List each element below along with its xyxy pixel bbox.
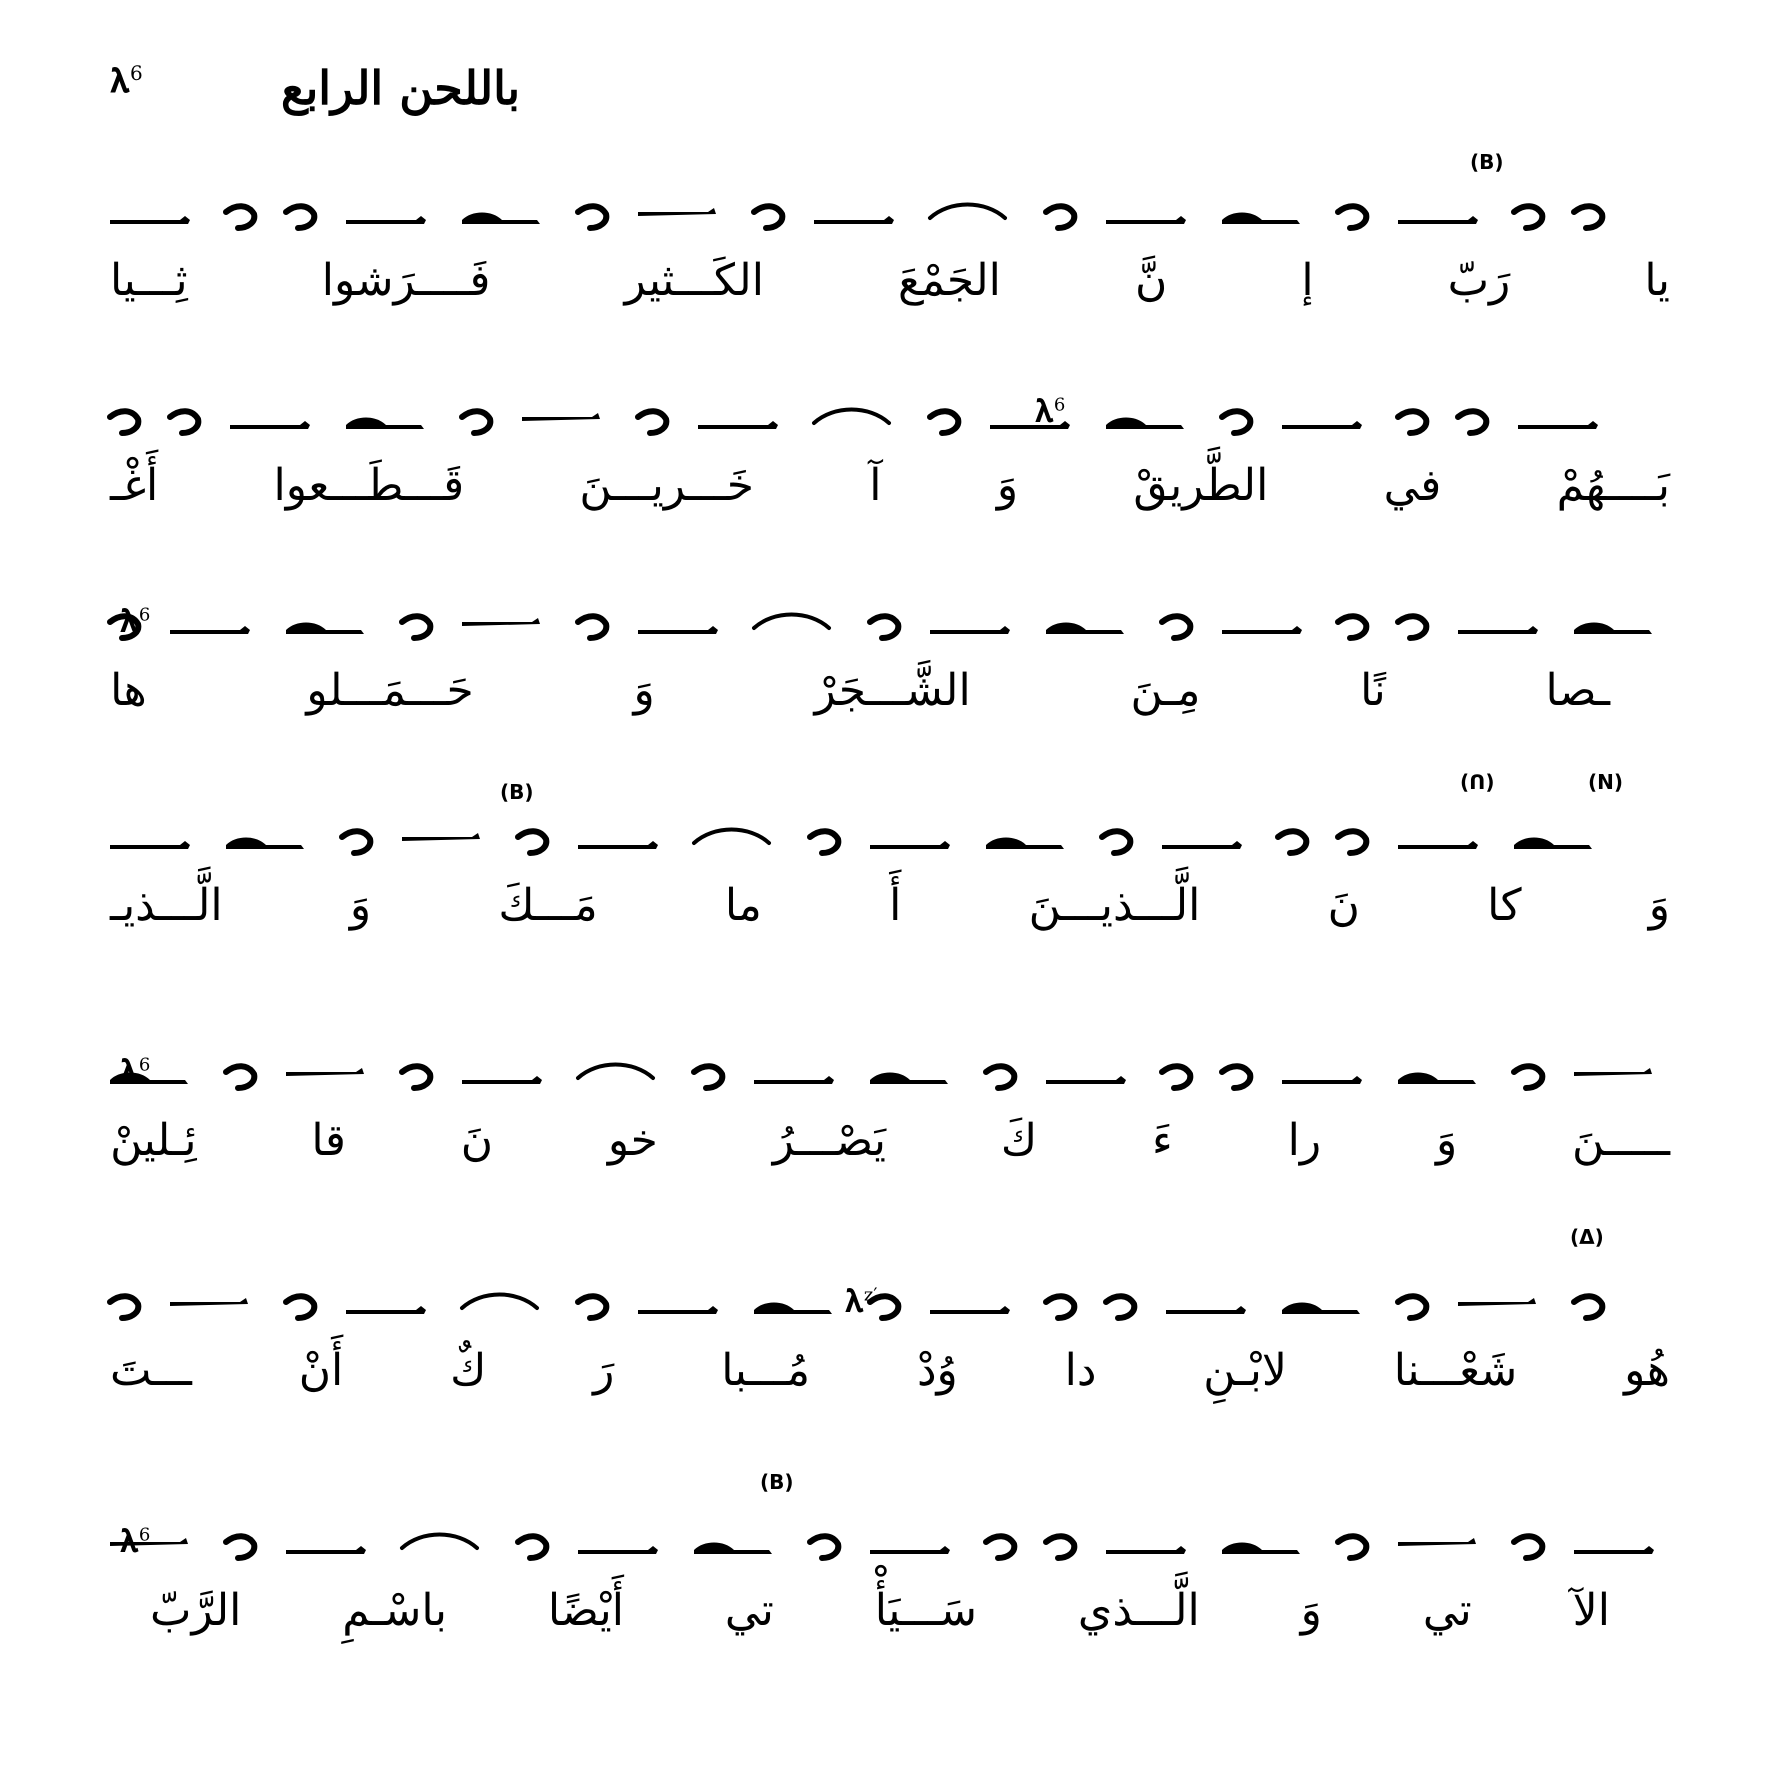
neume-hook-icon	[346, 395, 434, 445]
neume-cup-icon	[170, 395, 208, 445]
syllable: ـــتَ	[110, 1344, 192, 1396]
neume-dash-icon	[1282, 395, 1370, 445]
syllable: الَّـــذيـ	[110, 879, 223, 931]
neume-cup-icon	[1398, 600, 1436, 650]
neume-row	[110, 560, 1670, 650]
neume-dash-icon	[1166, 1280, 1254, 1330]
neume-cup-icon	[578, 600, 616, 650]
neume-cup-icon	[402, 600, 440, 650]
syllable: بَــــهُمْ	[1556, 459, 1670, 511]
mode-sign-icon: 𝛌$^{z'}$	[845, 1282, 878, 1320]
syllable: الآ	[1572, 1584, 1610, 1636]
syllable: لابْـنِ	[1203, 1344, 1287, 1396]
neume-cup-icon	[1046, 190, 1084, 240]
syllable: نَ	[460, 1114, 494, 1166]
syllable: خَـــريـــنَ	[579, 459, 754, 511]
neume-hook-icon	[1398, 1050, 1486, 1100]
notation-system-5	[110, 1010, 1670, 1180]
syllable: مُـــبا	[721, 1344, 811, 1396]
neume-row	[110, 150, 1670, 240]
neume-hook-icon	[1282, 1280, 1370, 1330]
neume-dash-icon	[578, 815, 666, 865]
neume-cup-icon	[986, 1520, 1024, 1570]
syllable: وَ	[1435, 1114, 1458, 1166]
syllable: ـصا	[1545, 664, 1610, 716]
neume-cup-icon	[1514, 1050, 1552, 1100]
syllable: كا	[1487, 879, 1522, 931]
syllable: فَــــرَشوا	[321, 254, 491, 306]
lyric-row	[110, 1575, 1670, 1645]
lyric-row	[110, 1105, 1670, 1175]
neume-cup-icon	[226, 190, 264, 240]
neume-dash-icon	[930, 1280, 1018, 1330]
syllable: قا	[311, 1114, 346, 1166]
neume-dash-icon	[1046, 1050, 1134, 1100]
neume-dash-icon	[870, 815, 958, 865]
neume-hook-icon	[1046, 600, 1134, 650]
marker-label: (ᑎ)	[1460, 770, 1495, 794]
neume-cup-icon	[1046, 1520, 1084, 1570]
neume-cup-icon	[342, 815, 380, 865]
syllable: ثِـــيا	[110, 254, 188, 306]
neume-cup-icon	[1102, 815, 1140, 865]
syllable: وَ	[349, 879, 372, 931]
neume-cup-icon	[110, 1280, 148, 1330]
neume-dash-icon	[346, 1280, 434, 1330]
neume-cup-icon	[1338, 600, 1376, 650]
neume-dash-icon	[1518, 395, 1606, 445]
neume-hook-icon	[1222, 190, 1310, 240]
neume-cup-icon	[930, 395, 968, 445]
syllable: الجَمْعَ	[897, 254, 1001, 306]
lyric-row	[110, 655, 1670, 725]
neume-dash-icon	[930, 600, 1018, 650]
syllable: دا	[1064, 1344, 1097, 1396]
syllable: نًا	[1360, 664, 1386, 716]
syllable: مَـــكَ	[498, 879, 598, 931]
neume-row	[110, 1240, 1670, 1330]
mode-sign-icon: 𝛌$^6$	[120, 1522, 151, 1560]
neume-dash-icon	[1162, 815, 1250, 865]
syllable: خو	[607, 1114, 658, 1166]
neume-cup-icon	[1222, 395, 1260, 445]
syllable: أَغْـ	[110, 459, 159, 511]
neume-bar-icon	[1574, 1050, 1662, 1100]
syllable: الَّـــذيـــنَ	[1028, 879, 1201, 931]
syllable: وَ	[1300, 1584, 1322, 1636]
neume-dash-icon	[1106, 1520, 1194, 1570]
neume-dash-icon	[462, 1050, 550, 1100]
page-title: باللحن الرابع	[280, 61, 520, 115]
neume-bar-icon	[462, 600, 550, 650]
lyric-row	[110, 870, 1670, 940]
neume-row	[110, 355, 1670, 445]
neume-slur-icon	[930, 190, 1018, 240]
neume-cup-icon	[286, 1280, 324, 1330]
neume-hook-icon	[870, 1050, 958, 1100]
neume-dash-icon	[578, 1520, 666, 1570]
neume-cup-icon	[1574, 190, 1612, 240]
syllable: كٌ	[450, 1344, 487, 1396]
syllable: ـــــنَ	[1572, 1114, 1670, 1166]
notation-system-3	[110, 560, 1670, 730]
syllable: كَ	[1000, 1114, 1038, 1166]
neume-slur-icon	[814, 395, 902, 445]
neume-bar-icon	[638, 190, 726, 240]
neume-dash-icon	[1282, 1050, 1370, 1100]
syllable: رَ	[593, 1344, 615, 1396]
neume-cup-icon	[110, 395, 148, 445]
syllable: يَصْـــرُ	[772, 1114, 887, 1166]
neume-row	[110, 775, 1670, 865]
neume-cup-icon	[1398, 1280, 1436, 1330]
neume-cup-icon	[1398, 395, 1436, 445]
marker-label: (Δ)	[1570, 1225, 1604, 1249]
header	[110, 55, 520, 135]
neume-hook-icon	[462, 190, 550, 240]
neume-bar-icon	[286, 1050, 374, 1100]
neume-hook-icon	[754, 1280, 842, 1330]
notation-system-2	[110, 355, 1670, 525]
neume-cup-icon	[754, 190, 792, 240]
neume-cup-icon	[986, 1050, 1024, 1100]
neume-dash-icon	[1106, 190, 1194, 240]
syllable: الَّـــذي	[1077, 1584, 1200, 1636]
syllable: وَ	[996, 459, 1019, 511]
neume-dash-icon	[286, 1520, 374, 1570]
neume-cup-icon	[1338, 190, 1376, 240]
lyric-row	[110, 450, 1670, 520]
neume-bar-icon	[522, 395, 610, 445]
neume-cup-icon	[226, 1520, 264, 1570]
neume-bar-icon	[170, 1280, 258, 1330]
neume-slur-icon	[694, 815, 782, 865]
syllable: نَ	[1327, 879, 1360, 931]
syllable: هُو	[1624, 1344, 1670, 1396]
neume-cup-icon	[286, 190, 324, 240]
notation-system-6	[110, 1225, 1670, 1410]
neume-cup-icon	[518, 1520, 556, 1570]
marker-label: (B)	[760, 1470, 794, 1494]
neume-dash-icon	[110, 190, 198, 240]
neume-slur-icon	[754, 600, 842, 650]
neume-cup-icon	[226, 1050, 264, 1100]
syllable: أَيْضًا	[547, 1584, 624, 1636]
syllable: نَّ	[1134, 254, 1168, 306]
neume-cup-icon	[1278, 815, 1316, 865]
lyric-row	[110, 245, 1670, 315]
neume-hook-icon	[226, 815, 314, 865]
syllable: وَ	[1648, 879, 1670, 931]
neume-slur-icon	[402, 1520, 490, 1570]
neume-dash-icon	[638, 600, 726, 650]
neume-dash-icon	[110, 815, 198, 865]
neume-cup-icon	[1514, 1520, 1552, 1570]
lyric-row	[110, 1335, 1670, 1405]
neume-cup-icon	[1574, 1280, 1612, 1330]
syllable: باسْـمِ	[342, 1584, 447, 1636]
syllable: أَ	[889, 879, 902, 931]
neume-dash-icon	[1222, 600, 1310, 650]
neume-dash-icon	[1398, 815, 1486, 865]
neume-cup-icon	[578, 190, 616, 240]
syllable: ئِـلينْ	[110, 1114, 197, 1166]
marker-label: (B)	[500, 780, 534, 804]
neume-cup-icon	[1162, 600, 1200, 650]
neume-dash-icon	[638, 1280, 726, 1330]
neume-bar-icon	[1458, 1280, 1546, 1330]
syllable: مِـنَ	[1130, 664, 1201, 716]
notation-system-4	[110, 770, 1670, 945]
syllable: را	[1287, 1114, 1322, 1166]
neume-hook-icon	[1222, 1520, 1310, 1570]
syllable: في	[1383, 459, 1442, 511]
neume-hook-icon	[1106, 395, 1194, 445]
neume-cup-icon	[1046, 1280, 1084, 1330]
neume-cup-icon	[1106, 1280, 1144, 1330]
syllable: وَ	[633, 664, 655, 716]
neume-dash-icon	[1574, 1520, 1662, 1570]
neume-cup-icon	[870, 600, 908, 650]
neume-cup-icon	[1338, 815, 1376, 865]
marker-label: (N)	[1588, 770, 1624, 794]
neume-slur-icon	[578, 1050, 666, 1100]
neume-cup-icon	[518, 815, 556, 865]
neume-cup-icon	[578, 1280, 616, 1330]
syllable: سَـــيَأْ	[874, 1584, 977, 1636]
neume-bar-icon	[1398, 1520, 1486, 1570]
neume-dash-icon	[170, 600, 258, 650]
neume-dash-icon	[814, 190, 902, 240]
neume-dash-icon	[754, 1050, 842, 1100]
syllable: ها	[110, 664, 147, 716]
syllable: قَـــطَـــعوا	[273, 459, 465, 511]
neume-hook-icon	[1514, 815, 1602, 865]
syllable: الطَّريقْ	[1133, 459, 1269, 511]
mode-sign-icon: 𝛌$^6$	[1035, 392, 1066, 430]
neume-row	[110, 1480, 1670, 1570]
neume-dash-icon	[698, 395, 786, 445]
syllable: ما	[724, 879, 762, 931]
syllable: شَعْـــنا	[1393, 1344, 1518, 1396]
neume-dash-icon	[346, 190, 434, 240]
syllable: آ	[869, 459, 882, 511]
neume-hook-icon	[1574, 600, 1662, 650]
neume-dash-icon	[1458, 600, 1546, 650]
neume-cup-icon	[1222, 1050, 1260, 1100]
neume-dash-icon	[1398, 190, 1486, 240]
neume-cup-icon	[638, 395, 676, 445]
mode-sign-icon: 𝛌$^6$	[120, 1052, 151, 1090]
neume-cup-icon	[1162, 1050, 1200, 1100]
syllable: الرَّبّ	[150, 1584, 242, 1636]
neume-bar-icon	[402, 815, 490, 865]
syllable: يا	[1644, 254, 1670, 306]
syllable: وُدْ	[916, 1344, 958, 1396]
syllable: رَبّ	[1447, 254, 1511, 306]
neume-hook-icon	[694, 1520, 782, 1570]
neume-cup-icon	[810, 815, 848, 865]
neume-cup-icon	[1514, 190, 1552, 240]
neume-hook-icon	[986, 815, 1074, 865]
syllable: تي	[724, 1584, 774, 1636]
syllable: ءَ	[1152, 1114, 1173, 1166]
notation-system-7	[110, 1470, 1670, 1650]
neume-cup-icon	[462, 395, 500, 445]
neume-cup-icon	[810, 1520, 848, 1570]
mode-sign-icon: 𝛌$^6$	[110, 61, 143, 102]
neume-hook-icon	[286, 600, 374, 650]
marker-label: (B)	[1470, 150, 1504, 174]
neume-cup-icon	[402, 1050, 440, 1100]
neume-row	[110, 1010, 1670, 1100]
syllable: إ	[1301, 254, 1314, 306]
neume-dash-icon	[870, 1520, 958, 1570]
syllable: الكَـــثير	[624, 254, 764, 306]
syllable: أَنْ	[298, 1344, 344, 1396]
neume-slur-icon	[462, 1280, 550, 1330]
syllable: الشَّـــجَرْ	[814, 664, 971, 716]
neume-dash-icon	[230, 395, 318, 445]
mode-sign-icon: 𝛌$^6$	[120, 602, 151, 640]
neume-cup-icon	[694, 1050, 732, 1100]
neume-cup-icon	[1458, 395, 1496, 445]
syllable: حَـــمَـــلو	[306, 664, 474, 716]
neume-cup-icon	[1338, 1520, 1376, 1570]
notation-system-1	[110, 150, 1670, 320]
syllable: تي	[1422, 1584, 1472, 1636]
